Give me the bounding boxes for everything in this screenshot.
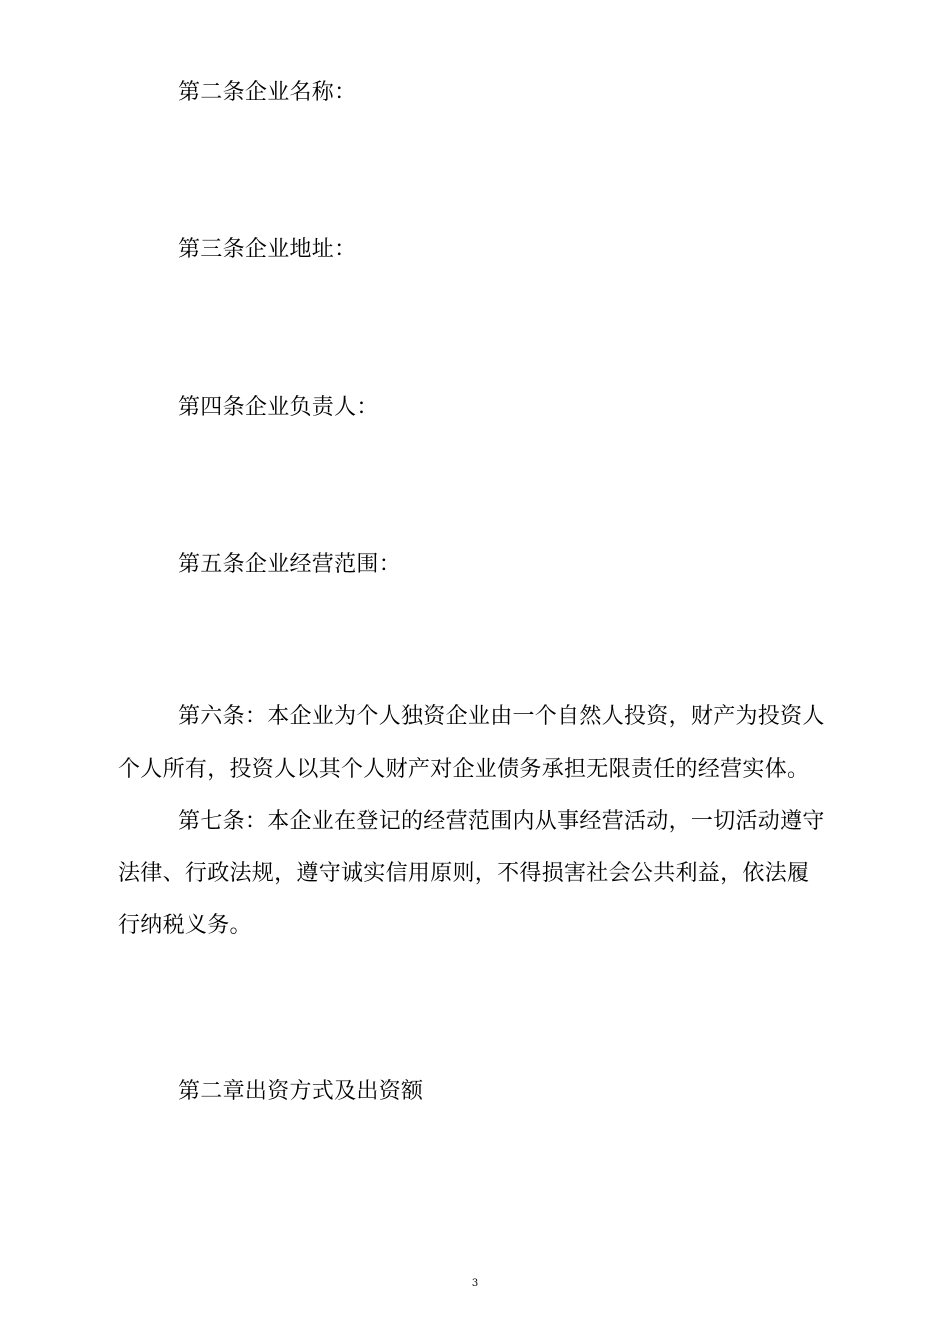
clause-3-enterprise-address: 第三条企业地址： [178, 237, 357, 262]
clause-2-enterprise-name: 第二条企业名称： [178, 80, 357, 105]
clause-4-person-in-charge: 第四条企业负责人： [178, 395, 379, 420]
page-number: 3 [471, 1278, 479, 1289]
chapter-2-heading: 第二章出资方式及出资额 [178, 1079, 424, 1104]
clause-7-line-2: 法律、行政法规，遵守诚实信用原则，不得损害社会公共利益，依法履 [118, 861, 810, 886]
clause-6-line-1: 第六条：本企业为个人独资企业由一个自然人投资，财产为投资人 [178, 704, 825, 729]
clause-6-line-2: 个人所有，投资人以其个人财产对企业债务承担无限责任的经营实体。 [118, 757, 810, 782]
clause-7-line-3: 行纳税义务。 [118, 913, 252, 938]
clause-7-line-1: 第七条：本企业在登记的经营范围内从事经营活动，一切活动遵守 [178, 809, 825, 834]
clause-5-business-scope: 第五条企业经营范围： [178, 552, 402, 577]
